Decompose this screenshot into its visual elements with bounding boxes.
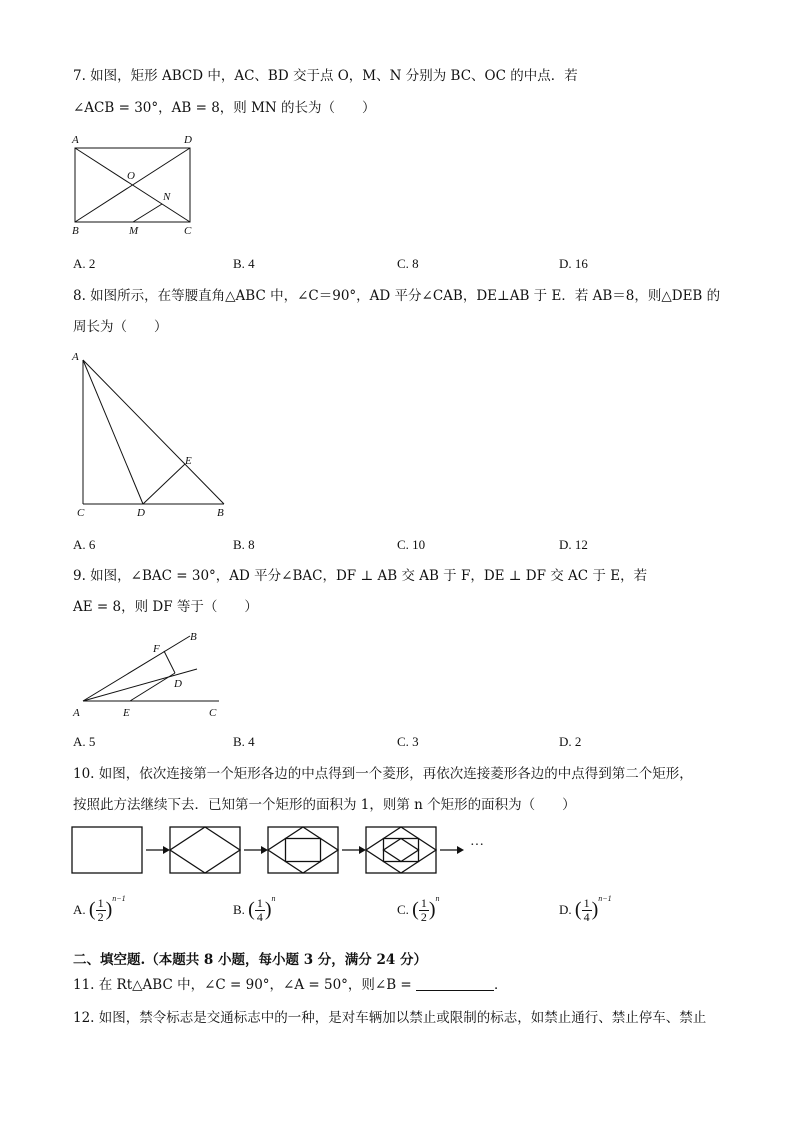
q10-option-c-label: C.: [397, 902, 409, 918]
q11-text-after: ．: [494, 977, 508, 993]
q8-option-b[interactable]: B. 8: [233, 537, 255, 552]
q12-text-line1: 12. 如图，禁令标志是交通标志中的一种，是对车辆加以禁止或限制的标志，如禁止通行、禁止停车、禁止: [73, 1010, 707, 1026]
q8-option-d[interactable]: D. 12: [559, 537, 588, 552]
q10-option-b-label: B.: [233, 902, 245, 918]
q10-text-line2: 按照此方法继续下去．已知第一个矩形的面积为 1，则第 n 个矩形的面积为（ ）: [73, 797, 576, 813]
q8-label-d: D: [137, 507, 145, 519]
q9-label-b: B: [190, 631, 197, 643]
q10-ellipsis: ···: [470, 838, 484, 853]
q10-option-a-fraction: $\frac{1}{2}$: [97, 895, 104, 924]
q10-option-c[interactable]: [397, 894, 440, 924]
q10-text-line1: 10. 如图，依次连接第一个矩形各边的中点得到一个菱形，再依次连接菱形各边的中点得到第二个矩形，: [73, 766, 693, 782]
q10-option-b-lparen: (: [248, 898, 255, 921]
q8-triangle-figure: [66, 346, 246, 526]
q8-text-line2: 周长为（ ）: [73, 319, 168, 335]
q7-rectangle-figure: [66, 130, 206, 240]
q9-label-d: D: [174, 678, 182, 690]
q9-text-line2: AE = 8，则 DF 等于（ ）: [73, 599, 258, 615]
q10-option-b-fraction: $\frac{1}{4}$: [256, 895, 263, 924]
q9-option-a[interactable]: A. 5: [73, 734, 96, 749]
q9-option-b[interactable]: B. 4: [233, 734, 255, 749]
q7-option-d[interactable]: D. 16: [559, 256, 588, 271]
q9-label-a: A: [73, 707, 80, 719]
q10-option-c-exponent: n: [435, 894, 440, 903]
q7-label-m: M: [129, 225, 139, 237]
q10-option-d-lparen: (: [574, 898, 582, 921]
q10-option-b-rparen: ): [264, 898, 272, 921]
q9-angle-figure: [66, 624, 236, 724]
q10-option-a-label: A.: [73, 902, 86, 918]
q10-option-a[interactable]: [73, 894, 126, 924]
q8-label-e: E: [185, 455, 192, 467]
q7-option-b[interactable]: B. 4: [233, 256, 255, 271]
q7-label-b: B: [72, 225, 79, 237]
q10-option-a-lparen: (: [88, 898, 96, 921]
q7-text-line2: ∠ACB = 30°，AB = 8，则 MN 的长为（ ）: [73, 100, 376, 116]
section2-title: 二、填空题.（本题共 8 小题，每小题 3 分，满分 24 分）: [73, 952, 427, 968]
q9-label-f: F: [153, 643, 160, 655]
q10-option-c-rparen: ): [428, 898, 436, 921]
q9-text-line1: 9. 如图，∠BAC = 30°，AD 平分∠BAC，DF ⊥ AB 交 AB 于 F，DE ⊥ DF 交 AC 于 E，若: [73, 568, 648, 584]
q10-option-a-rparen: ): [105, 898, 113, 921]
q8-text-line1: 8. 如图所示，在等腰直角△ABC 中，∠C＝90°，AD 平分∠CAB，DE⊥AB 于 E．若 AB＝8，则△DEB 的: [73, 288, 721, 304]
q10-sequence-figure: [70, 824, 500, 876]
q10-option-c-lparen: (: [412, 898, 419, 921]
q8-label-b: B: [217, 507, 224, 519]
q9-option-c[interactable]: C. 3: [397, 734, 419, 749]
q10-option-d[interactable]: [559, 894, 612, 924]
q8-label-a: A: [72, 351, 79, 363]
q7-label-d: D: [184, 134, 192, 146]
q10-option-a-exponent: n−1: [112, 894, 126, 903]
q8-option-a[interactable]: A. 6: [73, 537, 96, 552]
q8-option-c[interactable]: C. 10: [397, 537, 426, 552]
q7-option-c[interactable]: C. 8: [397, 256, 419, 271]
q10-option-d-rparen: ): [591, 898, 599, 921]
q10-option-d-fraction: $\frac{1}{4}$: [583, 895, 590, 924]
q7-label-o: O: [127, 170, 135, 182]
q7-label-c: C: [184, 225, 192, 237]
q7-option-a[interactable]: A. 2: [73, 256, 96, 271]
q10-option-c-fraction: $\frac{1}{2}$: [420, 895, 427, 924]
q9-label-e: E: [123, 707, 130, 719]
q10-option-d-label: D.: [559, 902, 572, 918]
q10-option-d-exponent: n−1: [598, 894, 612, 903]
q10-option-b-exponent: n: [271, 894, 276, 903]
q8-label-c: C: [77, 507, 85, 519]
q11-text-before: 11. 在 Rt△ABC 中，∠C = 90°，∠A = 50°，则∠B =: [73, 977, 412, 993]
q11-text: [73, 976, 508, 994]
q7-label-a: A: [72, 134, 79, 146]
q7-text-line1: 7. 如图，矩形 ABCD 中，AC、BD 交于点 O，M、N 分别为 BC、OC 的中点．若: [73, 68, 578, 84]
q9-label-c: C: [209, 707, 217, 719]
q9-option-d[interactable]: D. 2: [559, 734, 582, 749]
q7-label-n: N: [163, 191, 171, 203]
q11-answer-blank[interactable]: [416, 978, 494, 991]
q10-option-b[interactable]: [233, 894, 276, 924]
